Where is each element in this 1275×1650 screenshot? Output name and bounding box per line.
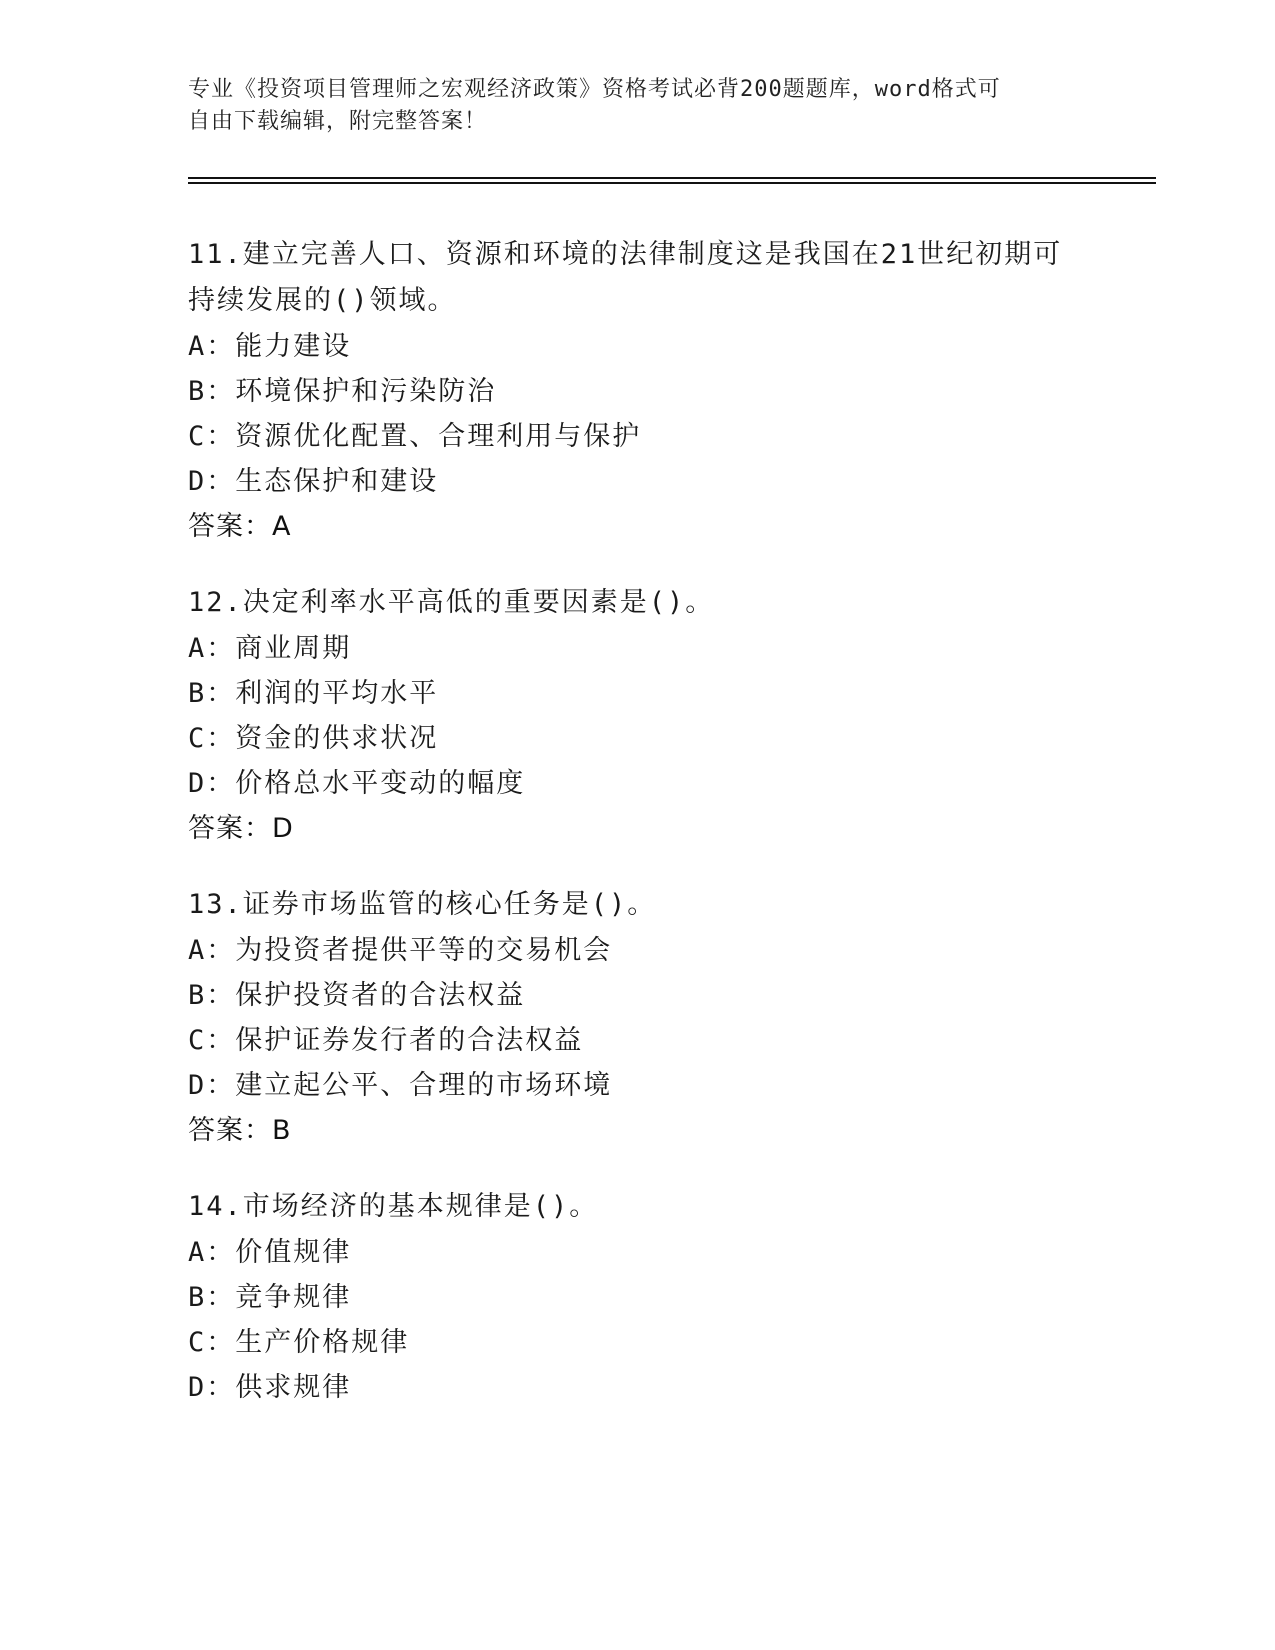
option-c: C：资源优化配置、合理利用与保护 xyxy=(188,421,642,452)
question-stem-line: 持续发展的()领域。 xyxy=(188,285,457,316)
option-d: D：建立起公平、合理的市场环境 xyxy=(188,1070,613,1101)
question-stem-line: 12.决定利率水平高低的重要因素是()。 xyxy=(188,587,715,618)
answer-label: 答案：B xyxy=(188,1115,292,1146)
option-d: D：生态保护和建设 xyxy=(188,466,439,497)
question-12 xyxy=(188,580,1128,852)
option-a: A：价值规律 xyxy=(188,1237,352,1268)
question-13 xyxy=(188,882,1128,1154)
answer-label: 答案：D xyxy=(188,813,294,844)
question-stem-line: 11.建立完善人口、资源和环境的法律制度这是我国在21世纪初期可 xyxy=(188,239,1063,270)
header-divider-top xyxy=(188,177,1156,179)
option-b: B：保护投资者的合法权益 xyxy=(188,980,526,1011)
option-b: B：利润的平均水平 xyxy=(188,678,439,709)
question-14 xyxy=(188,1184,1128,1410)
header-line-2: 自由下载编辑，附完整答案！ xyxy=(188,109,488,134)
option-a: A：为投资者提供平等的交易机会 xyxy=(188,935,613,966)
option-c: C：资金的供求状况 xyxy=(188,723,439,754)
question-list xyxy=(188,232,1128,1440)
option-d: D：价格总水平变动的幅度 xyxy=(188,768,526,799)
question-stem-line: 14.市场经济的基本规律是()。 xyxy=(188,1191,599,1222)
header-divider-bottom xyxy=(188,182,1156,184)
option-a: A：能力建设 xyxy=(188,331,352,362)
answer-label: 答案：A xyxy=(188,511,292,542)
document-header xyxy=(188,74,1088,138)
option-a: A：商业周期 xyxy=(188,633,352,664)
option-b: B：竞争规律 xyxy=(188,1282,352,1313)
header-line-1: 专业《投资项目管理师之宏观经济政策》资格考试必背200题题库，word格式可 xyxy=(188,77,1001,102)
option-b: B：环境保护和污染防治 xyxy=(188,376,497,407)
option-c: C：保护证券发行者的合法权益 xyxy=(188,1025,584,1056)
question-11 xyxy=(188,232,1128,550)
question-stem-line: 13.证券市场监管的核心任务是()。 xyxy=(188,889,657,920)
option-c: C：生产价格规律 xyxy=(188,1327,410,1358)
option-d: D：供求规律 xyxy=(188,1372,352,1403)
